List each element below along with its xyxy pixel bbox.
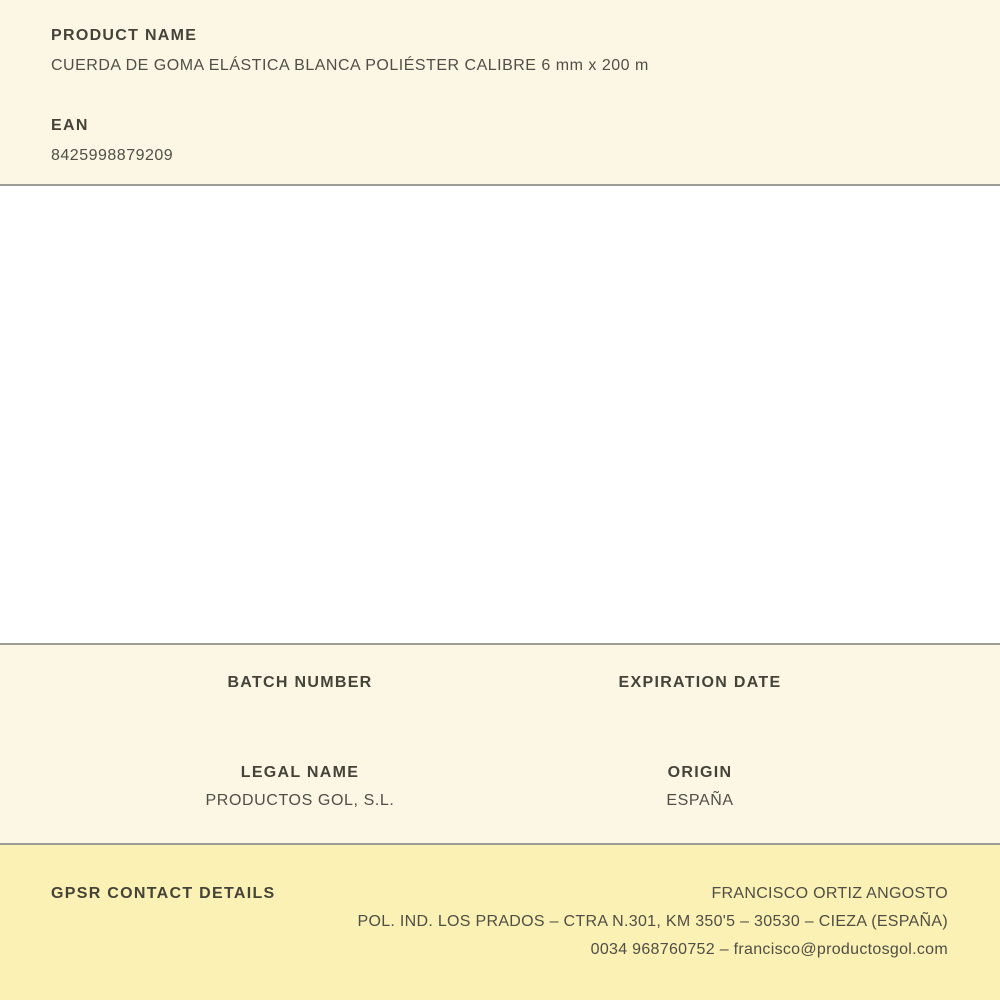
product-header-section bbox=[0, 0, 1000, 186]
batch-number-field bbox=[100, 673, 500, 721]
product-image-area bbox=[0, 186, 1000, 643]
batch-number-value bbox=[100, 701, 500, 721]
expiration-date-value bbox=[500, 701, 900, 721]
legal-name-field bbox=[100, 763, 500, 811]
gpsr-contact-label: GPSR CONTACT DETAILS bbox=[51, 885, 276, 902]
gpsr-contact-info bbox=[276, 884, 948, 960]
origin-label: ORIGIN bbox=[667, 764, 733, 781]
expiration-date-field bbox=[500, 673, 900, 721]
origin-field bbox=[500, 763, 900, 811]
contact-phone-email: 0034 968760752 – francisco@productosgol.com bbox=[590, 941, 948, 958]
contact-address: POL. IND. LOS PRADOS – CTRA N.301, KM 350'5 – 30530 – CIEZA (ESPAÑA) bbox=[357, 913, 948, 930]
ean-label: EAN bbox=[51, 117, 89, 134]
legal-name-value: PRODUCTOS GOL, S.L. bbox=[205, 792, 395, 809]
expiration-date-label: EXPIRATION DATE bbox=[618, 674, 782, 691]
details-grid bbox=[100, 673, 900, 811]
legal-name-label: LEGAL NAME bbox=[240, 764, 360, 781]
batch-number-label: BATCH NUMBER bbox=[227, 674, 373, 691]
ean-value: 8425998879209 bbox=[51, 147, 174, 164]
product-details-section bbox=[0, 643, 1000, 845]
product-name-value: CUERDA DE GOMA ELÁSTICA BLANCA POLIÉSTER CALIBRE 6 mm x 200 m bbox=[51, 57, 649, 74]
contact-person-name: FRANCISCO ORTIZ ANGOSTO bbox=[711, 885, 948, 902]
gpsr-contact-section bbox=[0, 845, 1000, 1000]
origin-value: ESPAÑA bbox=[666, 792, 734, 809]
ean-field bbox=[51, 116, 949, 166]
product-name-label: PRODUCT NAME bbox=[51, 27, 198, 44]
product-name-field bbox=[51, 26, 949, 76]
